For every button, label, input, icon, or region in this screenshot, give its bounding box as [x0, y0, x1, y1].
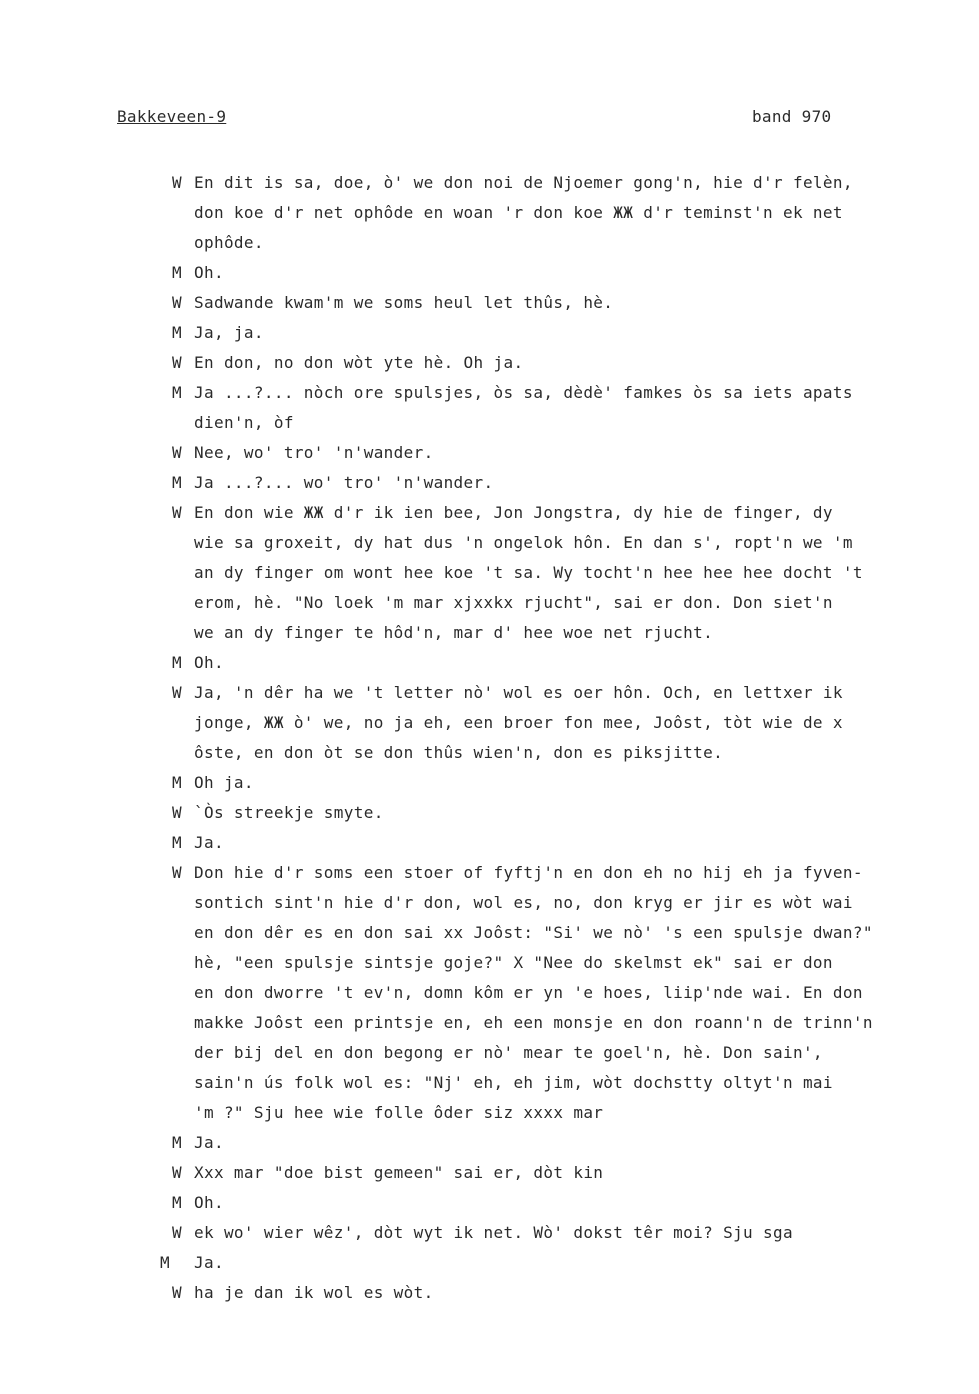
transcript-turn [172, 468, 952, 498]
speaker-label: M [160, 1253, 170, 1272]
speaker-label: W [172, 173, 182, 192]
transcript-turn [172, 648, 952, 678]
transcript-turn [172, 1158, 952, 1188]
speaker-label: W [172, 1223, 182, 1242]
speaker-label: M [172, 383, 182, 402]
transcript-turn [172, 678, 952, 768]
transcript-turn [172, 768, 952, 798]
utterance-text: Xxx mar "doe bist gemeen" sai er, dòt kin [194, 1163, 604, 1182]
speaker-label: W [172, 803, 182, 822]
speaker-label: M [172, 263, 182, 282]
transcript-turn [172, 258, 952, 288]
transcript-turn [172, 438, 952, 468]
document-title: Bakkeveen-9 [117, 107, 227, 126]
speaker-label: M [172, 473, 182, 492]
speaker-label: W [172, 353, 182, 372]
transcript-turn [172, 1278, 952, 1308]
speaker-label: M [172, 833, 182, 852]
utterance-text: Ja, 'n dêr ha we 't letter nò' wol es oer hôn. Och, en lettxer ik jonge, ЖЖ ò' we, no ja eh, een broer fon mee, Joôst, tòt wie de x ôste, en don òt se don thûs wien'n, don es piksjitte. [194, 683, 843, 762]
utterance-text: Nee, wo' tro' 'n'wander. [194, 443, 434, 462]
utterance-text: `Òs streekje smyte. [194, 803, 384, 822]
speaker-label: W [172, 443, 182, 462]
utterance-text: En don, no don wòt yte hè. Oh ja. [194, 353, 524, 372]
utterance-text: Ja. [194, 1133, 224, 1152]
speaker-label: M [172, 323, 182, 342]
transcript-turn [172, 858, 952, 1128]
transcript-turn [172, 1188, 952, 1218]
speaker-label: W [172, 1283, 182, 1302]
transcript-turn [172, 828, 952, 858]
transcript-turn [172, 798, 952, 828]
utterance-text: En dit is sa, doe, ò' we don noi de Njoemer gong'n, hie d'r felèn, don koe d'r net ophôde en woan 'r don koe ЖЖ d'r teminst'n ek net ophôde. [194, 173, 853, 252]
transcript-turn [172, 1218, 952, 1248]
band-number: band 970 [752, 107, 832, 126]
speaker-label: W [172, 293, 182, 312]
utterance-text: ek wo' wier wêz', dòt wyt ik net. Wò' dokst têr moi? Sju sga [194, 1223, 793, 1242]
utterance-text: En don wie ЖЖ d'r ik ien bee, Jon Jongstra, dy hie de finger, dy wie sa groxeit, dy hat dus 'n ongelok hôn. En dan s', ropt'n we 'm an dy finger om wont hee koe 't sa. Wy tocht'n hee hee hee docht 't erom, hè. "No loek 'm mar xjxxkx rjucht", sai er don. Don siet'n we an dy finger te hôd'n, mar d' hee woe net rjucht. [194, 503, 863, 642]
transcript-turn [172, 288, 952, 318]
transcript-turn [160, 1248, 952, 1278]
transcript-turn [172, 318, 952, 348]
utterance-text: Oh. [194, 1193, 224, 1212]
utterance-text: Ja ...?... wo' tro' 'n'wander. [194, 473, 494, 492]
speaker-label: M [172, 1193, 182, 1212]
utterance-text: Oh. [194, 263, 224, 282]
utterance-text: Ja, ja. [194, 323, 264, 342]
transcript-turn [172, 168, 952, 258]
transcript-turn [172, 498, 952, 648]
utterance-text: Ja ...?... nòch ore spulsjes, òs sa, dèdè' famkes òs sa iets apats dien'n, òf [194, 383, 853, 432]
speaker-label: M [172, 773, 182, 792]
speaker-label: W [172, 1163, 182, 1182]
utterance-text: Ja. [194, 833, 224, 852]
utterance-text: Don hie d'r soms een stoer of fyftj'n en don eh no hij eh ja fyven- sontich sint'n hie d'r don, wol es, no, don kryg er jir es wòt wai en don dêr es en don sai xx Joôst: "Si' we nò' 's een spulsje dwan?" hè, "een spulsje sintsje goje?" X "Nee do skelmst ek" sai er don en don dworre 't ev'n, domn kôm er yn 'e hoes, liip'nde wai. En don makke Joôst een printsje en, eh een monsje en don roann'n de trinn'n der bij del en don begong er nò' mear te goel'n, hè. Don sain', sain'n ús folk wol es: "Nj' eh, eh jim, wòt dochstty oltyt'n mai 'm ?" Sju hee wie folle ôder siz xxxx mar [194, 863, 873, 1122]
speaker-label: W [172, 503, 182, 522]
speaker-label: M [172, 653, 182, 672]
transcript-turn [172, 378, 952, 438]
speaker-label: W [172, 683, 182, 702]
utterance-text: Ja. [194, 1253, 224, 1272]
utterance-text: Sadwande kwam'm we soms heul let thûs, hè. [194, 293, 614, 312]
utterance-text: ha je dan ik wol es wòt. [194, 1283, 434, 1302]
transcript-turn [172, 348, 952, 378]
speaker-label: M [172, 1133, 182, 1152]
transcript-turn [172, 1128, 952, 1158]
transcript-body [160, 168, 952, 1308]
utterance-text: Oh ja. [194, 773, 254, 792]
speaker-label: W [172, 863, 182, 882]
utterance-text: Oh. [194, 653, 224, 672]
